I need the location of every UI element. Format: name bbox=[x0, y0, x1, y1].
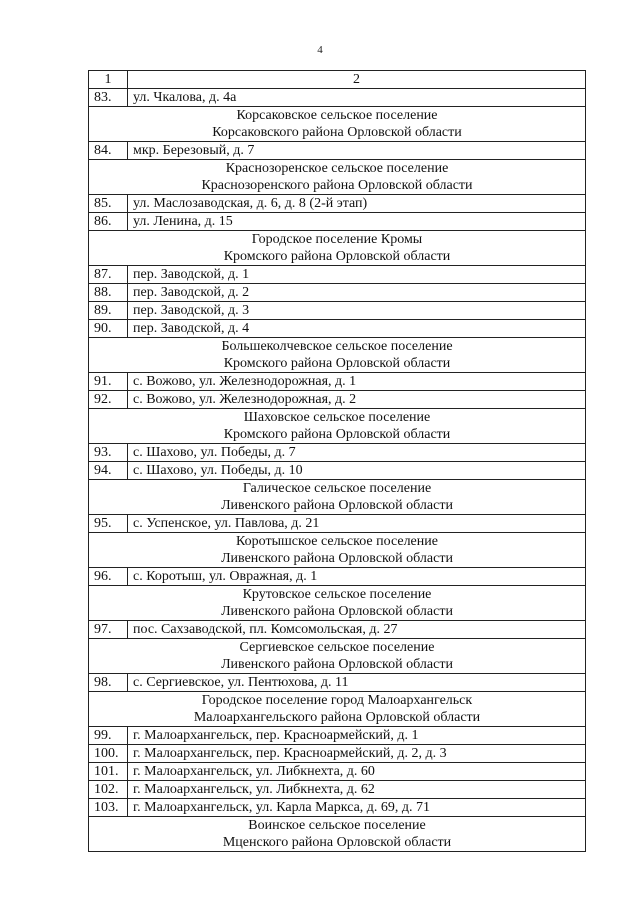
settlement-name: Крутовское сельское поселение bbox=[242, 587, 432, 602]
row-number: 87. bbox=[89, 266, 128, 284]
region-header bbox=[89, 107, 586, 142]
row-number: 86. bbox=[89, 213, 128, 231]
region-header bbox=[89, 586, 586, 621]
district-name: Кромского района Орловской области bbox=[223, 249, 451, 264]
table-row bbox=[89, 727, 586, 745]
region-header-row bbox=[89, 107, 586, 142]
address-cell: г. Малоархангельск, ул. Либкнехта, д. 62 bbox=[128, 781, 586, 799]
table-row bbox=[89, 195, 586, 213]
row-number: 84. bbox=[89, 142, 128, 160]
region-header-row bbox=[89, 480, 586, 515]
row-number: 92. bbox=[89, 391, 128, 409]
row-number: 100. bbox=[89, 745, 128, 763]
settlement-name: Городское поселение город Малоархангельск bbox=[201, 693, 473, 708]
district-name: Кромского района Орловской области bbox=[223, 427, 451, 442]
row-number: 101. bbox=[89, 763, 128, 781]
table-row bbox=[89, 763, 586, 781]
region-header-row bbox=[89, 692, 586, 727]
table-row bbox=[89, 462, 586, 480]
district-name: Малоархангельского района Орловской области bbox=[193, 710, 481, 725]
region-header bbox=[89, 160, 586, 195]
row-number: 99. bbox=[89, 727, 128, 745]
region-header bbox=[89, 817, 586, 852]
row-number: 89. bbox=[89, 302, 128, 320]
address-cell: ул. Ленина, д. 15 bbox=[128, 213, 586, 231]
settlement-name: Корсаковское сельское поселение bbox=[236, 108, 438, 123]
table-row bbox=[89, 515, 586, 533]
region-header-row bbox=[89, 409, 586, 444]
district-name: Ливенского района Орловской области bbox=[221, 551, 453, 566]
address-cell: пос. Сахзаводской, пл. Комсомольская, д. 27 bbox=[128, 621, 586, 639]
table-row bbox=[89, 142, 586, 160]
region-header bbox=[89, 480, 586, 515]
table-body bbox=[89, 71, 586, 852]
page-number: 4 bbox=[317, 44, 323, 56]
column-address-header: 2 bbox=[128, 71, 586, 89]
row-number: 83. bbox=[89, 89, 128, 107]
region-header-row bbox=[89, 160, 586, 195]
region-header bbox=[89, 533, 586, 568]
row-number: 91. bbox=[89, 373, 128, 391]
table-row bbox=[89, 391, 586, 409]
address-cell: с. Вожово, ул. Железнодорожная, д. 1 bbox=[128, 373, 586, 391]
region-header-row bbox=[89, 338, 586, 373]
district-name: Ливенского района Орловской области bbox=[221, 498, 453, 513]
row-number: 90. bbox=[89, 320, 128, 338]
address-cell: г. Малоархангельск, ул. Либкнехта, д. 60 bbox=[128, 763, 586, 781]
row-number: 96. bbox=[89, 568, 128, 586]
row-number: 98. bbox=[89, 674, 128, 692]
region-header-row bbox=[89, 639, 586, 674]
table-header-row bbox=[89, 71, 586, 89]
address-cell: пер. Заводской, д. 2 bbox=[128, 284, 586, 302]
table-row bbox=[89, 781, 586, 799]
settlement-name: Большеколчевское сельское поселение bbox=[221, 339, 453, 354]
address-cell: с. Шахово, ул. Победы, д. 10 bbox=[128, 462, 586, 480]
address-cell: пер. Заводской, д. 3 bbox=[128, 302, 586, 320]
row-number: 85. bbox=[89, 195, 128, 213]
column-number-header: 1 bbox=[89, 71, 128, 89]
table-row bbox=[89, 568, 586, 586]
table-row bbox=[89, 621, 586, 639]
district-name: Мценского района Орловской области bbox=[222, 835, 452, 850]
region-header bbox=[89, 409, 586, 444]
row-number: 95. bbox=[89, 515, 128, 533]
address-cell: ул. Чкалова, д. 4а bbox=[128, 89, 586, 107]
row-number: 88. bbox=[89, 284, 128, 302]
table-row bbox=[89, 444, 586, 462]
row-number: 94. bbox=[89, 462, 128, 480]
table-row bbox=[89, 89, 586, 107]
region-header-row bbox=[89, 586, 586, 621]
district-name: Ливенского района Орловской области bbox=[221, 657, 453, 672]
table-row bbox=[89, 373, 586, 391]
settlement-name: Коротышское сельское поселение bbox=[236, 534, 438, 549]
settlement-name: Городское поселение Кромы bbox=[251, 232, 423, 247]
address-cell: г. Малоархангельск, пер. Красноармейский, д. 1 bbox=[128, 727, 586, 745]
address-cell: пер. Заводской, д. 4 bbox=[128, 320, 586, 338]
settlement-name: Шаховское сельское поселение bbox=[243, 410, 431, 425]
row-number: 93. bbox=[89, 444, 128, 462]
table-row bbox=[89, 213, 586, 231]
row-number: 97. bbox=[89, 621, 128, 639]
region-header bbox=[89, 692, 586, 727]
address-cell: с. Сергиевское, ул. Пентюхова, д. 11 bbox=[128, 674, 586, 692]
region-header bbox=[89, 231, 586, 266]
table-row bbox=[89, 799, 586, 817]
region-header bbox=[89, 338, 586, 373]
district-name: Краснозоренского района Орловской области bbox=[201, 178, 473, 193]
row-number: 103. bbox=[89, 799, 128, 817]
housing-registry-table bbox=[88, 70, 586, 852]
district-name: Корсаковского района Орловской области bbox=[212, 125, 462, 140]
table-row bbox=[89, 302, 586, 320]
table-row bbox=[89, 745, 586, 763]
settlement-name: Галическое сельское поселение bbox=[242, 481, 432, 496]
address-cell: с. Успенское, ул. Павлова, д. 21 bbox=[128, 515, 586, 533]
address-cell: с. Вожово, ул. Железнодорожная, д. 2 bbox=[128, 391, 586, 409]
district-name: Кромского района Орловской области bbox=[223, 356, 451, 371]
settlement-name: Воинское сельское поселение bbox=[248, 818, 426, 833]
region-header-row bbox=[89, 533, 586, 568]
table-row bbox=[89, 320, 586, 338]
address-cell: пер. Заводской, д. 1 bbox=[128, 266, 586, 284]
table-row bbox=[89, 266, 586, 284]
row-number: 102. bbox=[89, 781, 128, 799]
region-header-row bbox=[89, 817, 586, 852]
region-header bbox=[89, 639, 586, 674]
address-cell: г. Малоархангельск, пер. Красноармейский, д. 2, д. 3 bbox=[128, 745, 586, 763]
district-name: Ливенского района Орловской области bbox=[221, 604, 453, 619]
address-cell: мкр. Березовый, д. 7 bbox=[128, 142, 586, 160]
address-cell: г. Малоархангельск, ул. Карла Маркса, д. 69, д. 71 bbox=[128, 799, 586, 817]
address-cell: с. Коротыш, ул. Овражная, д. 1 bbox=[128, 568, 586, 586]
settlement-name: Сергиевское сельское поселение bbox=[239, 640, 435, 655]
table-row bbox=[89, 284, 586, 302]
address-cell: с. Шахово, ул. Победы, д. 7 bbox=[128, 444, 586, 462]
settlement-name: Краснозоренское сельское поселение bbox=[225, 161, 449, 176]
table-row bbox=[89, 674, 586, 692]
region-header-row bbox=[89, 231, 586, 266]
address-cell: ул. Маслозаводская, д. 6, д. 8 (2-й этап) bbox=[128, 195, 586, 213]
